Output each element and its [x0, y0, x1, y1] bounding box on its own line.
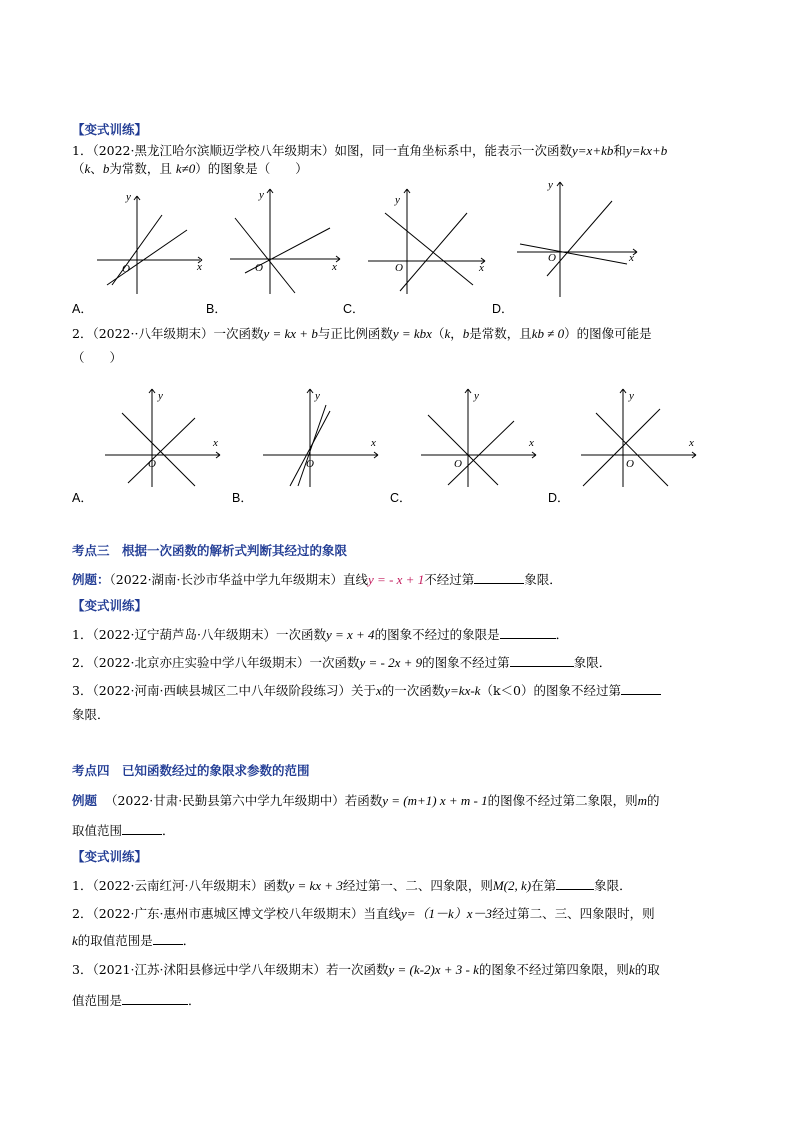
question-text: ．	[182, 933, 196, 948]
formula: y = - 2x + 9	[359, 655, 423, 670]
question-source: （2022·湖南·长沙市华益中学九年级期末）直线	[109, 572, 369, 587]
formula: y=kx-k	[444, 683, 481, 698]
graph-line	[448, 421, 514, 485]
example-label: 例题：	[72, 572, 110, 587]
answer-blank[interactable]	[153, 932, 183, 945]
answer-blank[interactable]	[122, 992, 188, 1005]
question-text: 的图象不经过的象限是	[374, 627, 500, 642]
x-label: x	[529, 437, 534, 449]
answer-blank[interactable]	[510, 654, 574, 667]
formula: y = (m+1) x + m - 1	[382, 793, 488, 808]
origin-label: O	[395, 262, 403, 274]
question-number: 2．	[72, 326, 93, 341]
question-text: 经过第一、二、四象限，则	[342, 878, 493, 893]
graph-option-d	[512, 176, 642, 298]
graph-option-a	[92, 190, 212, 295]
origin-label: O	[626, 458, 634, 470]
question-2-line-1	[72, 326, 652, 342]
x-label: x	[197, 261, 202, 273]
variable: b	[102, 161, 110, 176]
graph-line	[385, 213, 473, 285]
question-text: 的	[647, 793, 660, 808]
origin-label: O	[148, 458, 156, 470]
formula: y = kx + 3	[288, 878, 343, 893]
section-title-kp3: 考点三 根据一次函数的解析式判断其经过的象限	[72, 543, 348, 558]
question-text: 取值范围	[72, 823, 123, 838]
q2-option-d-label[interactable]: D．	[548, 491, 570, 505]
question-source: （2021·江苏·沭阳县修远中学八年级期末）若一次函数	[92, 962, 389, 977]
question-text: 经过第二、三、四象限时，则	[492, 906, 655, 921]
graph-q2-option-c	[418, 383, 548, 488]
question-text: 、	[90, 161, 103, 176]
question-text: 的取值范围是	[77, 933, 153, 948]
question-text: 的一次函数	[381, 683, 445, 698]
variable: x	[375, 683, 382, 698]
kp4-example-line-1	[72, 793, 660, 809]
y-label: y	[259, 189, 264, 201]
question-source: （2022·云南红河·八年级期末）函数	[92, 878, 289, 893]
condition: kb ≠ 0	[531, 326, 565, 341]
question-text: 在第	[531, 878, 557, 893]
kp4-example-line-2	[72, 822, 175, 839]
kp3-example	[72, 571, 562, 588]
graph-line	[428, 415, 498, 485]
section-label-variant-training: 【变式训练】	[72, 122, 148, 137]
question-number: 1．	[72, 878, 93, 893]
graph-q2-option-b	[260, 383, 390, 488]
graph-q2-option-d	[578, 383, 703, 488]
question-text: 的图象不经过第	[422, 655, 510, 670]
answer-blank[interactable]	[474, 571, 524, 584]
y-label: y	[629, 390, 634, 402]
origin-label: O	[255, 262, 263, 274]
graph-q2-option-a	[100, 383, 230, 488]
variable: k	[72, 933, 78, 948]
x-label: x	[629, 252, 634, 264]
condition: （k＜0）	[480, 683, 534, 698]
question-source: （2022·河南·西峡县城区二中八年级阶段练习）关于	[92, 683, 376, 698]
formula: y = - x + 1	[368, 572, 425, 587]
x-label: x	[332, 261, 337, 273]
formula: y=（1－k）x－3	[400, 906, 493, 921]
question-source: （2022·甘肃·民勤县第六中学九年级期中）若函数	[104, 793, 383, 808]
question-text: 的图象不经过第	[533, 683, 621, 698]
question-1-line-2	[72, 161, 308, 177]
graph-option-b	[225, 183, 350, 295]
origin-label: O	[306, 458, 314, 470]
question-text: 的取	[634, 962, 660, 977]
graph-line	[400, 213, 467, 291]
point: M(2, k)	[492, 878, 532, 893]
question-text: 象限．	[594, 878, 632, 893]
formula: y=kx+b	[625, 143, 668, 158]
formula: y=x+kb	[572, 143, 614, 158]
graph-line	[298, 405, 326, 486]
question-text: ．	[188, 993, 201, 1008]
graph-line	[235, 218, 295, 293]
graph-line	[583, 409, 660, 486]
kp4-question-3-line-1	[72, 962, 660, 978]
question-2-line-2: （ ）	[72, 350, 123, 365]
answer-blank[interactable]	[500, 626, 556, 639]
question-1-line-1	[72, 143, 667, 159]
condition: k≠0	[175, 161, 196, 176]
kp4-question-2-line-2	[72, 932, 195, 949]
question-source: （2022·北京亦庄实验中学八年级期末）一次函数	[92, 655, 360, 670]
question-number: 3．	[72, 962, 93, 977]
question-text: （	[431, 326, 445, 341]
kp3-question-3-line-1	[72, 682, 661, 699]
question-text: 为常数，且	[109, 161, 172, 176]
kp4-question-3-line-2	[72, 992, 201, 1009]
graph-line	[520, 244, 627, 264]
section-label-variant-training: 【变式训练】	[72, 849, 148, 864]
graph-line	[107, 230, 187, 285]
variable: k	[628, 962, 635, 977]
y-label: y	[158, 390, 163, 402]
kp3-question-3-line-2: 象限．	[72, 707, 110, 722]
formula: y = x + 4	[325, 627, 375, 642]
question-text: ）的图象是（ ）	[195, 161, 308, 176]
graph-line	[128, 418, 195, 483]
y-label: y	[395, 194, 400, 206]
variable: k	[444, 326, 451, 341]
q2-option-b-label[interactable]: B．	[232, 491, 253, 505]
answer-blank[interactable]	[621, 682, 661, 695]
formula: y = (k-2)x + 3 - k	[388, 962, 479, 977]
question-source: （2022·黑龙江哈尔滨顺迈学校八年级期末）如图，同一直角坐标系中，能表示一次函数	[92, 143, 572, 158]
q2-option-a-label[interactable]: A．	[72, 491, 93, 505]
formula: y = kx + b	[263, 326, 318, 341]
graph-line	[122, 413, 195, 486]
question-text: 与正比例函数	[317, 326, 393, 341]
y-label: y	[474, 390, 479, 402]
option-c-label[interactable]: C．	[343, 302, 365, 316]
x-label: x	[479, 262, 484, 274]
option-a-label[interactable]: A．	[72, 302, 93, 316]
q2-option-c-label[interactable]: C．	[390, 491, 412, 505]
question-text: 是常数，且	[469, 326, 532, 341]
y-label: y	[126, 191, 131, 203]
x-label: x	[213, 437, 218, 449]
origin-label: O	[548, 252, 556, 264]
question-text: 象限．	[524, 572, 562, 587]
answer-blank[interactable]	[556, 877, 594, 890]
question-text: 和	[613, 143, 626, 158]
origin-label: O	[454, 458, 462, 470]
example-label: 例题	[72, 793, 98, 808]
origin-label: O	[122, 263, 130, 275]
question-text: 的图像不经过第二象限，则	[487, 793, 638, 808]
variable: m	[637, 793, 648, 808]
variable: b	[462, 326, 470, 341]
question-source: （2022·广东·惠州市惠城区博文学校八年级期末）当直线	[92, 906, 401, 921]
kp4-question-2-line-1	[72, 906, 655, 922]
question-number: 2．	[72, 655, 93, 670]
x-label: x	[689, 437, 694, 449]
question-text: ）的图像可能是	[564, 326, 652, 341]
question-text: ．	[555, 627, 569, 642]
option-b-label[interactable]: B．	[206, 302, 227, 316]
answer-blank[interactable]	[122, 822, 162, 835]
question-text: 值范围是	[72, 993, 123, 1008]
question-number: 1．	[72, 143, 93, 158]
y-label: y	[315, 390, 320, 402]
question-source: （2022·辽宁葫芦岛·八年级期末）一次函数	[92, 627, 326, 642]
y-label: y	[548, 179, 553, 191]
question-number: 1．	[72, 627, 93, 642]
option-d-label[interactable]: D．	[492, 302, 514, 316]
question-text: 象限．	[573, 655, 612, 670]
question-text: （	[72, 161, 85, 176]
kp3-question-2	[72, 654, 611, 671]
question-text: ．	[162, 823, 175, 838]
section-label-variant-training: 【变式训练】	[72, 598, 148, 613]
question-number: 3．	[72, 683, 93, 698]
formula: y = kbx	[392, 326, 432, 341]
question-number: 2．	[72, 906, 93, 921]
variable: k	[84, 161, 91, 176]
question-source: （2022··八年级期末）一次函数	[92, 326, 264, 341]
kp3-question-1	[72, 626, 568, 643]
graph-line	[547, 201, 612, 276]
kp4-question-1	[72, 877, 632, 894]
question-text: 的图象不经过第四象限，则	[478, 962, 629, 977]
graph-option-c	[365, 183, 495, 295]
question-text: 不经过第	[424, 572, 475, 587]
section-title-kp4: 考点四 已知函数经过的象限求参数的范围	[72, 763, 310, 778]
graph-line	[596, 413, 668, 486]
x-label: x	[371, 437, 376, 449]
question-text: ，	[450, 326, 463, 341]
